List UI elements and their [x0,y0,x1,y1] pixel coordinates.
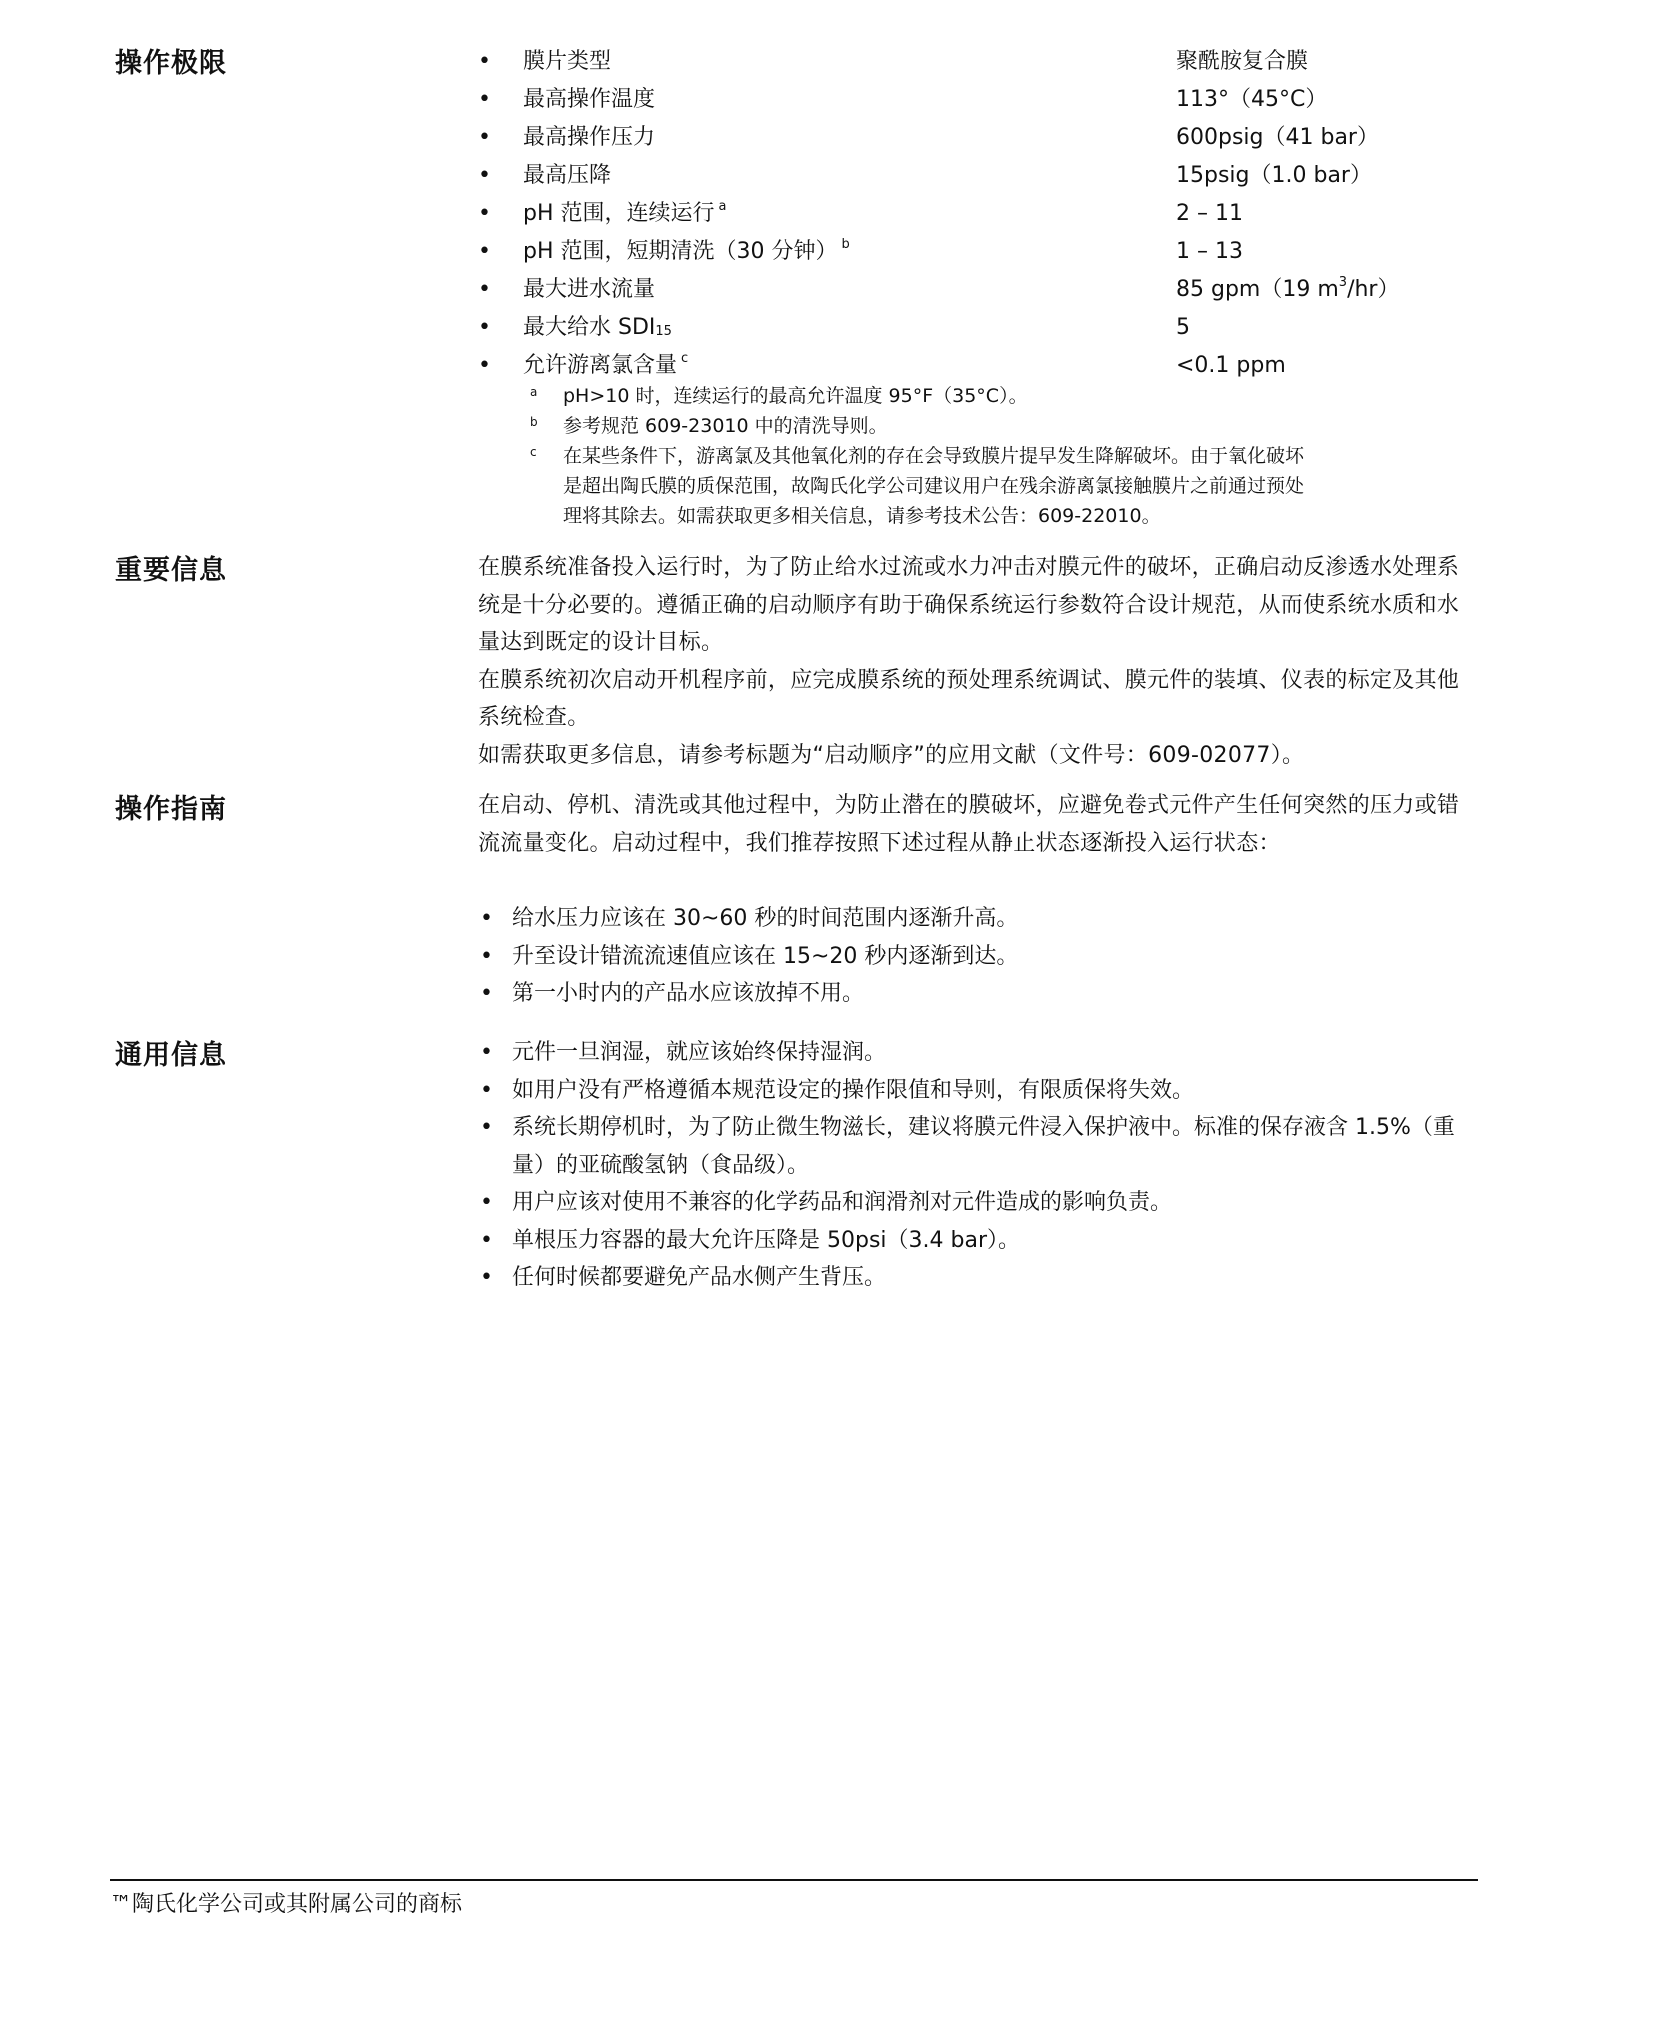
spec-row-max-temp [478,81,1378,119]
spec-label: 最高操作温度 [523,87,656,112]
footnote-mark: c [530,445,537,459]
spec-value: 600psig（41 bar） [1176,125,1379,150]
section-title-important: 重要信息 [115,555,227,586]
spec-label [523,233,850,271]
section-title-limits: 操作极限 [115,48,227,79]
list-item: • 任何时候都要避免产品水侧产生背压。 [478,1259,1473,1297]
footnote-mark: b [530,415,538,429]
footnote-ref: b [841,237,850,252]
spec-value-text: /hr） [1347,277,1400,302]
spec-row-max-sdi [478,309,1378,347]
unit-superscript: 3 [1338,275,1348,290]
bullet-icon: • [478,277,491,302]
bullet-icon: • [478,201,491,226]
spec-value: 2 – 11 [1176,201,1243,226]
spec-label [523,309,672,347]
footer-divider [110,1879,1478,1881]
list-item: • 升至设计错流流速值应该在 15~20 秒内逐渐到达。 [478,938,1473,976]
bullet-icon: • [478,353,491,378]
spec-row-membrane-type [478,43,1378,81]
footnote-ref: a [718,199,727,214]
spec-label [523,347,688,385]
spec-label: 最大进水流量 [523,277,656,302]
spec-value-text: 85 gpm（19 m [1176,277,1339,302]
operation-list [478,900,1473,1013]
spec-row-ph-continuous [478,195,1378,233]
list-item: • 用户应该对使用不兼容的化学药品和润滑剂对元件造成的影响负责。 [478,1184,1473,1222]
spec-label: 膜片类型 [523,49,612,74]
spec-label-text: 最大给水 SDI [523,315,656,340]
list-item: • 单根压力容器的最大允许压降是 50psi（3.4 bar）。 [478,1222,1473,1260]
spec-label-text: 允许游离氯含量 [523,353,678,378]
section-title-operation: 操作指南 [115,794,227,825]
spec-row-max-pressure-drop [478,157,1378,195]
general-list [478,1034,1473,1297]
paragraph: 在膜系统初次启动开机程序前，应完成膜系统的预处理系统调试、膜元件的装填、仪表的标定及其他系统检查。 [478,667,1460,730]
footnote-mark: a [530,385,538,399]
bullet-icon: • [478,125,491,150]
section-title-general: 通用信息 [115,1040,227,1071]
spec-label-text: pH 范围，短期清洗（30 分钟） [523,239,838,264]
spec-label: 最高操作压力 [523,125,656,150]
list-item: • 系统长期停机时，为了防止微生物滋长，建议将膜元件浸入保护液中。标准的保存液含 1.5%（重量）的亚硫酸氢钠（食品级）。 [478,1109,1473,1184]
paragraph: 在启动、停机、清洗或其他过程中，为防止潜在的膜破坏，应避免卷式元件产生任何突然的压力或错流流量变化。启动过程中，我们推荐按照下述过程从静止状态逐渐投入运行状态： [478,793,1460,856]
important-text [478,549,1473,774]
spec-value: <0.1 ppm [1176,353,1286,378]
spec-row-max-feed-flow [478,271,1400,309]
list-item: • 如用户没有严格遵循本规范设定的操作限值和导则，有限质保将失效。 [478,1072,1473,1110]
spec-row-max-pressure [478,119,1378,157]
footnote-text: 参考规范 609-23010 中的清洗导则。 [563,415,888,437]
spec-value: 1 – 13 [1176,239,1243,264]
label-subscript: 15 [655,324,672,339]
footnote-text: pH>10 时，连续运行的最高允许温度 95°F（35°C）。 [563,385,1028,407]
footnote-ref: c [681,351,689,366]
bullet-icon: • [478,87,491,112]
spec-row-free-chlorine [478,347,1378,385]
list-item: • 第一小时内的产品水应该放掉不用。 [478,975,1473,1013]
footnote-text: 是超出陶氏膜的质保范围，故陶氏化学公司建议用户在残余游离氯接触膜片之前通过预处 [563,475,1305,497]
list-item: • 给水压力应该在 30~60 秒的时间范围内逐渐升高。 [478,900,1473,938]
bullet-icon: • [478,163,491,188]
paragraph: 如需获取更多信息，请参考标题为“启动顺序”的应用文献（文件号：609-02077）。 [478,742,1305,768]
spec-label: 最高压降 [523,163,612,188]
footnote-text: 理将其除去。如需获取更多相关信息，请参考技术公告：609-22010。 [563,505,1161,527]
spec-value: 聚酰胺复合膜 [1176,49,1309,74]
footnote-text: 在某些条件下，游离氯及其他氧化剂的存在会导致膜片提早发生降解破坏。由于氧化破坏 [563,445,1305,467]
paragraph: 在膜系统准备投入运行时，为了防止给水过流或水力冲击对膜元件的破坏，正确启动反渗透水处理系统是十分必要的。遵循正确的启动顺序有助于确保系统运行参数符合设计规范，从而使系统水质和水量达到既定的设计目标。 [478,555,1460,655]
list-item: • 元件一旦润湿，就应该始终保持湿润。 [478,1034,1473,1072]
spec-value: 15psig（1.0 bar） [1176,163,1372,188]
spec-label [523,195,726,233]
spec-value: 113°（45°C） [1176,87,1328,112]
bullet-icon: • [478,239,491,264]
bullet-icon: • [478,315,491,340]
operation-intro [478,787,1473,862]
bullet-icon: • [478,49,491,74]
spec-value [1176,271,1399,309]
trademark-note: ™陶氏化学公司或其附属公司的商标 [110,1892,463,1917]
spec-row-ph-cleaning [478,233,1378,271]
spec-value: 5 [1176,315,1190,340]
spec-label-text: pH 范围，连续运行 [523,201,715,226]
